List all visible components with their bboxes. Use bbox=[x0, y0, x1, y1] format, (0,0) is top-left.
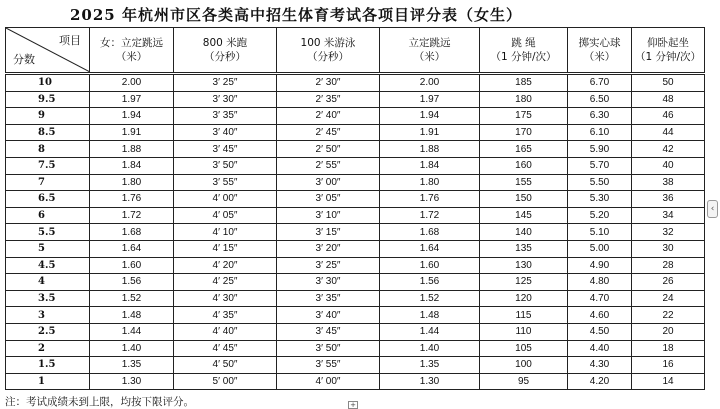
score-cell: 9 bbox=[6, 108, 90, 125]
table-cell: 20 bbox=[632, 323, 705, 340]
table-cell: 3′ 10″ bbox=[277, 207, 380, 224]
table-cell: 1.35 bbox=[90, 357, 174, 374]
table-cell: 1.56 bbox=[380, 274, 480, 291]
table-row bbox=[6, 274, 705, 291]
column-header-name: 立定跳远 bbox=[408, 37, 451, 49]
score-cell: 5.5 bbox=[6, 224, 90, 241]
table-cell: 2.00 bbox=[90, 74, 174, 92]
table-cell: 1.97 bbox=[90, 91, 174, 108]
table-cell: 3′ 35″ bbox=[174, 108, 277, 125]
table-cell: 4′ 20″ bbox=[174, 257, 277, 274]
table-cell: 4′ 15″ bbox=[174, 240, 277, 257]
table-cell: 5.30 bbox=[568, 191, 632, 208]
table-cell: 4.70 bbox=[568, 290, 632, 307]
score-cell: 10 bbox=[6, 74, 90, 92]
table-cell: 175 bbox=[480, 108, 568, 125]
column-header-name: 仰卧起坐 bbox=[647, 37, 689, 49]
table-cell: 4′ 35″ bbox=[174, 307, 277, 324]
table-row bbox=[6, 141, 705, 158]
table-cell: 115 bbox=[480, 307, 568, 324]
column-header bbox=[174, 28, 277, 74]
table-cell: 4.40 bbox=[568, 340, 632, 357]
table-cell: 1.64 bbox=[380, 240, 480, 257]
table-row bbox=[6, 191, 705, 208]
table-row bbox=[6, 174, 705, 191]
table-cell: 5.20 bbox=[568, 207, 632, 224]
column-header-unit: （米） bbox=[115, 51, 148, 63]
score-cell: 8 bbox=[6, 141, 90, 158]
table-cell: 4.20 bbox=[568, 373, 632, 390]
table-cell: 1.40 bbox=[90, 340, 174, 357]
table-cell: 1.91 bbox=[90, 124, 174, 141]
table-cell: 1.88 bbox=[380, 141, 480, 158]
table-cell: 2′ 40″ bbox=[277, 108, 380, 125]
table-row bbox=[6, 290, 705, 307]
column-header bbox=[277, 28, 380, 74]
table-cell: 140 bbox=[480, 224, 568, 241]
table-cell: 2.00 bbox=[380, 74, 480, 92]
column-header bbox=[380, 28, 480, 74]
column-header-name: 800 米跑 bbox=[202, 37, 248, 49]
table-row bbox=[6, 323, 705, 340]
table-cell: 1.52 bbox=[90, 290, 174, 307]
table-cell: 1.40 bbox=[380, 340, 480, 357]
table-cell: 26 bbox=[632, 274, 705, 291]
chevron-left-icon[interactable]: ‹ bbox=[707, 200, 718, 218]
table-cell: 1.48 bbox=[380, 307, 480, 324]
table-row bbox=[6, 257, 705, 274]
score-cell: 3 bbox=[6, 307, 90, 324]
score-cell: 7 bbox=[6, 174, 90, 191]
table-cell: 5.50 bbox=[568, 174, 632, 191]
table-row bbox=[6, 157, 705, 174]
corner-label-score: 分数 bbox=[13, 53, 35, 66]
table-cell: 6.50 bbox=[568, 91, 632, 108]
table-cell: 16 bbox=[632, 357, 705, 374]
table-cell: 1.91 bbox=[380, 124, 480, 141]
score-cell: 9.5 bbox=[6, 91, 90, 108]
table-cell: 4′ 10″ bbox=[174, 224, 277, 241]
table-row bbox=[6, 91, 705, 108]
table-cell: 180 bbox=[480, 91, 568, 108]
table-cell: 3′ 25″ bbox=[174, 74, 277, 92]
table-cell: 3′ 45″ bbox=[277, 323, 380, 340]
table-cell: 2′ 50″ bbox=[277, 141, 380, 158]
table-cell: 5.70 bbox=[568, 157, 632, 174]
table-cell: 1.76 bbox=[380, 191, 480, 208]
column-header-name: 跳 绳 bbox=[511, 37, 536, 49]
table-row bbox=[6, 224, 705, 241]
table-cell: 6.10 bbox=[568, 124, 632, 141]
column-header-unit: （米） bbox=[413, 51, 446, 63]
score-cell: 6 bbox=[6, 207, 90, 224]
table-cell: 3′ 55″ bbox=[277, 357, 380, 374]
table-cell: 110 bbox=[480, 323, 568, 340]
table-cell: 2′ 45″ bbox=[277, 124, 380, 141]
table-cell: 4′ 00″ bbox=[277, 373, 380, 390]
table-cell: 160 bbox=[480, 157, 568, 174]
table-cell: 3′ 30″ bbox=[174, 91, 277, 108]
table-cell: 1.35 bbox=[380, 357, 480, 374]
table-cell: 1.68 bbox=[380, 224, 480, 241]
table-cell: 24 bbox=[632, 290, 705, 307]
score-cell: 6.5 bbox=[6, 191, 90, 208]
table-cell: 145 bbox=[480, 207, 568, 224]
column-header bbox=[568, 28, 632, 74]
score-cell: 4 bbox=[6, 274, 90, 291]
table-cell: 1.80 bbox=[380, 174, 480, 191]
table-cell: 32 bbox=[632, 224, 705, 241]
column-header-unit: （1 分钟/次） bbox=[490, 51, 557, 63]
table-cell: 1.56 bbox=[90, 274, 174, 291]
table-cell: 44 bbox=[632, 124, 705, 141]
column-header-unit: （分秒） bbox=[307, 51, 349, 63]
column-header-name: 100 米游泳 bbox=[300, 37, 356, 49]
table-cell: 155 bbox=[480, 174, 568, 191]
table-cell: 1.76 bbox=[90, 191, 174, 208]
table-cell: 1.72 bbox=[90, 207, 174, 224]
table-cell: 3′ 50″ bbox=[174, 157, 277, 174]
score-cell: 5 bbox=[6, 240, 90, 257]
table-cell: 3′ 50″ bbox=[277, 340, 380, 357]
table-cell: 150 bbox=[480, 191, 568, 208]
table-cell: 3′ 45″ bbox=[174, 141, 277, 158]
table-cell: 105 bbox=[480, 340, 568, 357]
table-cell: 185 bbox=[480, 74, 568, 92]
column-header-unit: （1 分钟/次） bbox=[634, 51, 702, 63]
table-cell: 6.30 bbox=[568, 108, 632, 125]
score-table bbox=[5, 27, 705, 390]
table-cell: 1.60 bbox=[90, 257, 174, 274]
table-cell: 5.90 bbox=[568, 141, 632, 158]
score-cell: 3.5 bbox=[6, 290, 90, 307]
table-cell: 34 bbox=[632, 207, 705, 224]
table-cell: 1.44 bbox=[380, 323, 480, 340]
table-cell: 4.30 bbox=[568, 357, 632, 374]
table-cell: 38 bbox=[632, 174, 705, 191]
table-cell: 2′ 30″ bbox=[277, 74, 380, 92]
table-cell: 4′ 50″ bbox=[174, 357, 277, 374]
score-cell: 2 bbox=[6, 340, 90, 357]
table-cell: 1.88 bbox=[90, 141, 174, 158]
table-cell: 135 bbox=[480, 240, 568, 257]
table-cell: 22 bbox=[632, 307, 705, 324]
table-cell: 4.80 bbox=[568, 274, 632, 291]
table-cell: 1.60 bbox=[380, 257, 480, 274]
table-row bbox=[6, 240, 705, 257]
table-cell: 100 bbox=[480, 357, 568, 374]
table-cell: 125 bbox=[480, 274, 568, 291]
table-cell: 1.30 bbox=[380, 373, 480, 390]
table-cell: 3′ 40″ bbox=[174, 124, 277, 141]
table-row bbox=[6, 207, 705, 224]
table-cell: 28 bbox=[632, 257, 705, 274]
table-cell: 3′ 20″ bbox=[277, 240, 380, 257]
table-cell: 14 bbox=[632, 373, 705, 390]
table-cell: 3′ 35″ bbox=[277, 290, 380, 307]
table-cell: 48 bbox=[632, 91, 705, 108]
table-cell: 1.94 bbox=[90, 108, 174, 125]
table-cell: 1.48 bbox=[90, 307, 174, 324]
table-cell: 18 bbox=[632, 340, 705, 357]
table-cell: 4′ 40″ bbox=[174, 323, 277, 340]
table-cell: 6.70 bbox=[568, 74, 632, 92]
table-cell: 130 bbox=[480, 257, 568, 274]
score-cell: 8.5 bbox=[6, 124, 90, 141]
column-header-name: 掷实心球 bbox=[578, 37, 621, 49]
table-cell: 3′ 55″ bbox=[174, 174, 277, 191]
table-cell: 1.44 bbox=[90, 323, 174, 340]
table-cell: 5′ 00″ bbox=[174, 373, 277, 390]
table-cell: 3′ 05″ bbox=[277, 191, 380, 208]
table-cell: 3′ 15″ bbox=[277, 224, 380, 241]
table-cell: 1.97 bbox=[380, 91, 480, 108]
table-cell: 5.10 bbox=[568, 224, 632, 241]
table-cell: 95 bbox=[480, 373, 568, 390]
table-cell: 2′ 55″ bbox=[277, 157, 380, 174]
table-cell: 46 bbox=[632, 108, 705, 125]
table-cell: 3′ 40″ bbox=[277, 307, 380, 324]
plus-icon[interactable]: + bbox=[348, 401, 358, 409]
table-cell: 1.80 bbox=[90, 174, 174, 191]
table-cell: 1.52 bbox=[380, 290, 480, 307]
column-header bbox=[90, 28, 174, 74]
score-cell: 7.5 bbox=[6, 157, 90, 174]
table-cell: 1.68 bbox=[90, 224, 174, 241]
score-cell: 2.5 bbox=[6, 323, 90, 340]
table-row bbox=[6, 307, 705, 324]
table-cell: 4′ 45″ bbox=[174, 340, 277, 357]
table-cell: 5.00 bbox=[568, 240, 632, 257]
column-header-unit: （米） bbox=[583, 51, 616, 63]
table-cell: 170 bbox=[480, 124, 568, 141]
table-body bbox=[6, 74, 705, 390]
table-cell: 1.84 bbox=[380, 157, 480, 174]
table-row bbox=[6, 373, 705, 390]
column-header bbox=[480, 28, 568, 74]
table-cell: 4′ 30″ bbox=[174, 290, 277, 307]
corner-label-item: 项目 bbox=[59, 34, 81, 47]
score-cell: 1.5 bbox=[6, 357, 90, 374]
table-cell: 4′ 05″ bbox=[174, 207, 277, 224]
score-cell: 4.5 bbox=[6, 257, 90, 274]
table-cell: 4.90 bbox=[568, 257, 632, 274]
table-cell: 4.50 bbox=[568, 323, 632, 340]
table-row bbox=[6, 357, 705, 374]
table-cell: 4′ 00″ bbox=[174, 191, 277, 208]
table-cell: 3′ 00″ bbox=[277, 174, 380, 191]
table-cell: 36 bbox=[632, 191, 705, 208]
table-cell: 1.72 bbox=[380, 207, 480, 224]
column-header-name: 女：立定跳远 bbox=[100, 37, 163, 49]
table-cell: 165 bbox=[480, 141, 568, 158]
table-cell: 120 bbox=[480, 290, 568, 307]
table-row bbox=[6, 74, 705, 92]
table-cell: 3′ 30″ bbox=[277, 274, 380, 291]
table-cell: 1.84 bbox=[90, 157, 174, 174]
corner-header-cell bbox=[6, 28, 90, 74]
table-cell: 1.94 bbox=[380, 108, 480, 125]
table-title: 2025 年杭州市区各类高中招生体育考试各项目评分表（女生） bbox=[70, 6, 522, 24]
table-row bbox=[6, 340, 705, 357]
table-cell: 1.64 bbox=[90, 240, 174, 257]
table-cell: 4.60 bbox=[568, 307, 632, 324]
column-header-unit: （分秒） bbox=[204, 51, 246, 63]
table-row bbox=[6, 124, 705, 141]
table-cell: 4′ 25″ bbox=[174, 274, 277, 291]
score-cell: 1 bbox=[6, 373, 90, 390]
table-cell: 50 bbox=[632, 74, 705, 92]
header-row bbox=[6, 28, 705, 74]
table-row bbox=[6, 108, 705, 125]
footnote: 注：考试成绩未到上限，均按下限评分。 bbox=[5, 396, 194, 408]
table-cell: 30 bbox=[632, 240, 705, 257]
table-cell: 3′ 25″ bbox=[277, 257, 380, 274]
table-cell: 40 bbox=[632, 157, 705, 174]
table-cell: 42 bbox=[632, 141, 705, 158]
column-header bbox=[632, 28, 705, 74]
table-cell: 2′ 35″ bbox=[277, 91, 380, 108]
table-cell: 1.30 bbox=[90, 373, 174, 390]
